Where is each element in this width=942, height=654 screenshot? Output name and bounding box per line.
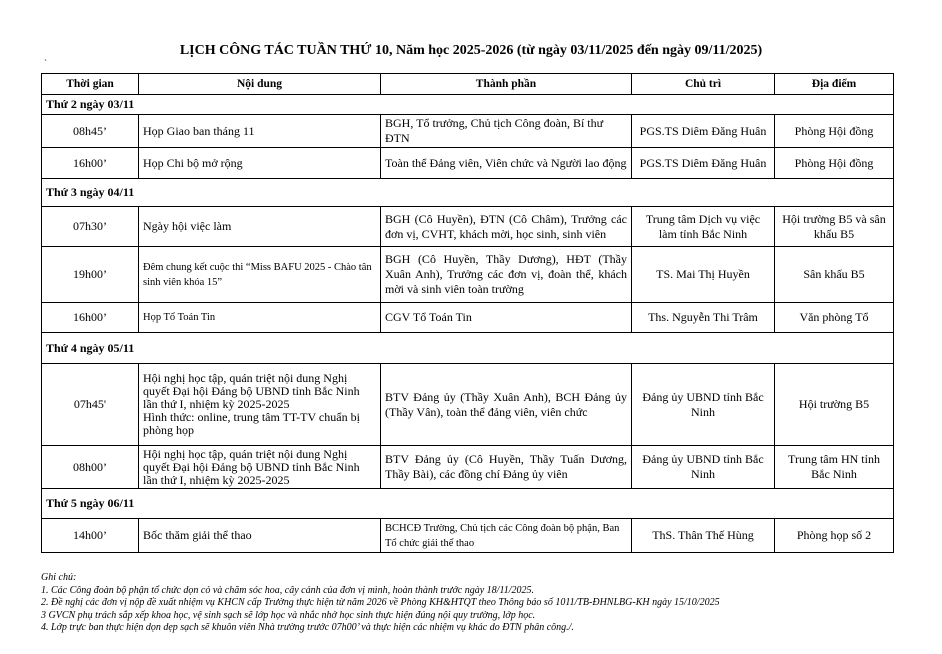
cell-location: Sân khấu B5: [775, 247, 894, 303]
cell-time: 07h30’: [42, 207, 139, 247]
document-title: LỊCH CÔNG TÁC TUẦN THỨ 10, Năm học 2025-2026 (từ ngày 03/11/2025 đến ngày 09/11/2025): [179, 43, 763, 58]
header-chair: Chủ trì: [632, 74, 775, 95]
day-row: [42, 179, 894, 207]
table-row: [42, 446, 894, 489]
cell-time: 08h45’: [42, 115, 139, 148]
cell-location: Phòng họp số 2: [775, 519, 894, 553]
day-label: Thứ 5 ngày 06/11: [42, 489, 894, 519]
cell-content: Họp Chi bộ mở rộng: [139, 148, 381, 179]
cell-content: Họp Tổ Toán Tin: [139, 303, 381, 333]
cell-time: 16h00’: [42, 303, 139, 333]
cell-content: Ngày hội việc làm: [139, 207, 381, 247]
cell-participants: BGH (Cô Huyền), ĐTN (Cô Châm), Trưởng các đơn vị, CVHT, khách mời, học sinh, sinh viên: [381, 207, 632, 247]
day-row: [42, 489, 894, 519]
notes-section: [41, 572, 893, 635]
table-row: [42, 364, 894, 446]
cell-participants: CGV Tổ Toán Tin: [381, 303, 632, 333]
cell-participants: BTV Đảng ủy (Thầy Xuân Anh), BCH Đảng ủy (Thầy Vân), toàn thể đảng viên, viên chức: [381, 364, 632, 446]
notes-heading: Ghi chú:: [41, 572, 77, 583]
cell-time: 16h00’: [42, 148, 139, 179]
cell-content: Bốc thăm giải thể thao: [139, 519, 381, 553]
cell-location: Phòng Hội đồng: [775, 148, 894, 179]
table-row: [42, 207, 894, 247]
table-row: [42, 303, 894, 333]
note-item: 2. Đề nghị các đơn vị nộp đề xuất nhiệm vụ KHCN cấp Trường thực hiện từ năm 2026 về Phòng KH&HTQT theo Thông báo số 1011/TB-ĐHNLBG-KH ngày 15/10/2025: [41, 597, 720, 608]
cell-location: Văn phòng Tổ: [775, 303, 894, 333]
cell-participants: BGH, Tổ trưởng, Chủ tịch Công đoàn, Bí thư ĐTN: [381, 115, 632, 148]
day-row: [42, 333, 894, 364]
cell-chair: Ths. Nguyễn Thi Trâm: [632, 303, 775, 333]
table-row: [42, 148, 894, 179]
cell-chair: Đảng ủy UBND tỉnh Bắc Ninh: [632, 364, 775, 446]
header-location: Địa điểm: [775, 74, 894, 95]
day-row: [42, 95, 894, 115]
header-content: Nội dung: [139, 74, 381, 95]
table-row: [42, 247, 894, 303]
stray-mark: `: [44, 58, 47, 68]
cell-participants: BGH (Cô Huyền, Thầy Dương), HĐT (Thầy Xuân Anh), Trưởng các đơn vị, đoàn thể, khách mời và sinh viên toàn trường: [381, 247, 632, 303]
header-participants: Thành phần: [381, 74, 632, 95]
cell-chair: ThS. Thân Thế Hùng: [632, 519, 775, 553]
header-time: Thời gian: [42, 74, 139, 95]
cell-time: 14h00’: [42, 519, 139, 553]
cell-content: Đêm chung kết cuộc thi “Miss BAFU 2025 - Chào tân sinh viên khóa 15”: [139, 247, 381, 303]
table-row: [42, 519, 894, 553]
cell-time: 07h45': [42, 364, 139, 446]
cell-content: Hội nghị học tập, quán triệt nội dung Nghị quyết Đại hội Đảng bộ UBND tỉnh Bắc Ninh lần thứ I, nhiệm kỳ 2025-2025 Hình thức: online, trung tâm TT-TV chuẩn bị phòng họp: [139, 364, 381, 446]
cell-content: Hội nghị học tập, quán triệt nội dung Nghị quyết Đại hội Đảng bộ UBND tỉnh Bắc Ninh lần thứ I, nhiệm kỳ 2025-2025: [139, 446, 381, 489]
cell-location: Trung tâm HN tỉnh Bắc Ninh: [775, 446, 894, 489]
cell-location: Phòng Hội đồng: [775, 115, 894, 148]
day-label: Thứ 3 ngày 04/11: [42, 179, 894, 207]
cell-chair: Trung tâm Dịch vụ việc làm tỉnh Bắc Ninh: [632, 207, 775, 247]
cell-chair: PGS.TS Diêm Đăng Huân: [632, 115, 775, 148]
cell-time: 08h00’: [42, 446, 139, 489]
cell-chair: TS. Mai Thị Huyền: [632, 247, 775, 303]
day-label: Thứ 2 ngày 03/11: [42, 95, 894, 115]
note-item: 4. Lớp trực ban thực hiện dọn dẹp sạch sẽ khuôn viên Nhà trường trước 07h00’ và thực hiện các nhiệm vụ khác do ĐTN phân công./.: [41, 622, 574, 633]
cell-time: 19h00’: [42, 247, 139, 303]
note-item: 3 GVCN phụ trách sắp xếp khoa học, vệ sinh sạch sẽ lớp học và nhắc nhở học sinh thực hiện đúng nội quy trường, lớp học.: [41, 609, 536, 621]
table-row: [42, 115, 894, 148]
cell-chair: Đảng ủy UBND tỉnh Bắc Ninh: [632, 446, 775, 489]
note-item: 1. Các Công đoàn bộ phận tổ chức dọn cỏ và chăm sóc hoa, cây cảnh của đơn vị mình, hoàn thành trước ngày 18/11/2025.: [41, 584, 534, 596]
cell-participants: BCHCĐ Trường, Chủ tịch các Công đoàn bộ phận, Ban Tổ chức giải thể thao: [381, 519, 632, 553]
schedule-table: [41, 73, 894, 553]
cell-content: Họp Giao ban tháng 11: [139, 115, 381, 148]
cell-participants: Toàn thể Đảng viên, Viên chức và Người lao động: [381, 148, 632, 179]
cell-chair: PGS.TS Diêm Đăng Huân: [632, 148, 775, 179]
cell-location: Hội trường B5 và sân khấu B5: [775, 207, 894, 247]
header-row: [42, 74, 894, 95]
cell-location: Hội trường B5: [775, 364, 894, 446]
day-label: Thứ 4 ngày 05/11: [42, 333, 894, 364]
cell-participants: BTV Đảng ủy (Cô Huyền, Thầy Tuấn Dương, Thầy Bài), các đồng chí Đảng ủy viên: [381, 446, 632, 489]
